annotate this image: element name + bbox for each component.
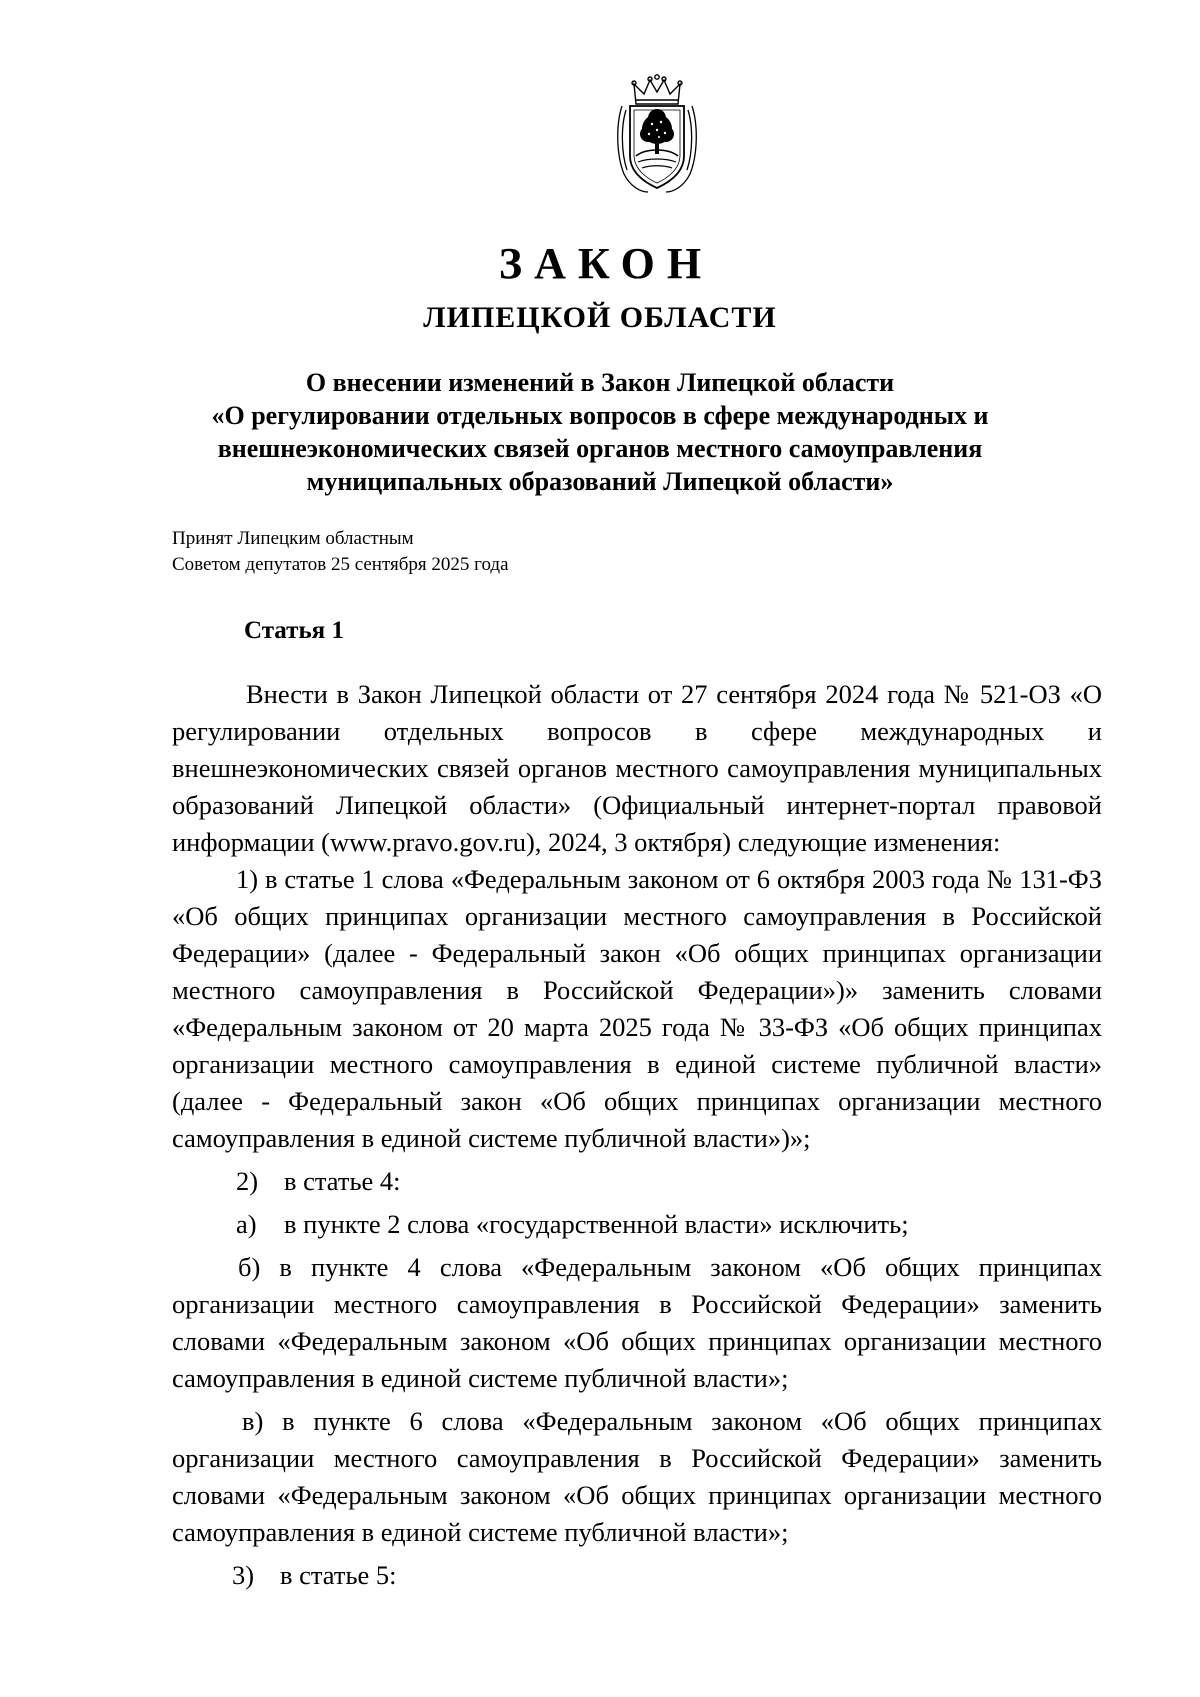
item-text: в статье 5: bbox=[280, 1560, 397, 1590]
subject-line: муниципальных образований Липецкой области» bbox=[306, 467, 894, 496]
law-subject bbox=[200, 366, 1000, 498]
amendment-item-3 bbox=[172, 1557, 1102, 1594]
subject-line: О внесении изменений в Закон Липецкой области bbox=[305, 368, 895, 397]
item-text: в пункте 2 слова «государственной власти» исключить; bbox=[284, 1209, 909, 1239]
subject-line: «О регулировании отдельных вопросов в сфере международных и bbox=[211, 401, 989, 430]
subject-line: внешнеэкономических связей органов местного самоуправления bbox=[217, 434, 983, 463]
amendment-item-2 bbox=[172, 1163, 1102, 1200]
item-text: в статье 4: bbox=[284, 1166, 401, 1196]
law-title: ЗАКОН bbox=[498, 239, 714, 288]
adoption-note bbox=[172, 526, 509, 578]
item-number: 2) bbox=[236, 1166, 259, 1196]
amendment-item-2c: в) в пункте 6 слова «Федеральным законом «Об общих принципах организации местного самоуправления в Российской Федерации» заменить словами «Федеральным законом «Об общих принципах организации местного самоуправления в единой системе публичной власти»; bbox=[172, 1406, 1102, 1547]
adoption-line: Принят Липецким областным bbox=[172, 528, 414, 549]
adoption-line: Советом депутатов 25 сентября 2025 года bbox=[172, 554, 509, 575]
amendment-item-2b: б) в пункте 4 слова «Федеральным законом «Об общих принципах организации местного самоуправления в Российской Федерации» заменить словами «Федеральным законом «Об общих принципах организации местного самоуправления в единой системе публичной власти»; bbox=[172, 1252, 1102, 1393]
item-number: а) bbox=[236, 1209, 257, 1239]
coat-of-arms-icon bbox=[614, 74, 700, 196]
item-number: 3) bbox=[232, 1560, 255, 1590]
article-intro-paragraph: Внести в Закон Липецкой области от 27 сентября 2024 года № 521-ОЗ «О регулировании отдельных вопросов в сфере международных и внешнеэкономических связей органов местного самоуправления муниципальных образований Липецкой области» (Официальный интернет-портал правовой информации (www.pravo.gov.ru), 2024, 3 октября) следующие изменения: bbox=[172, 679, 1102, 857]
law-region: ЛИПЕЦКОЙ ОБЛАСТИ bbox=[423, 301, 777, 334]
article-heading: Статья 1 bbox=[244, 617, 344, 644]
amendment-item-2a bbox=[172, 1206, 1102, 1243]
article-body bbox=[172, 676, 1102, 1594]
amendment-item-1: 1) в статье 1 слова «Федеральным законом от 6 октября 2003 года № 131-ФЗ «Об общих принципах организации местного самоуправления в Российской Федерации» (далее - Федеральный закон «Об общих принципах организации местного самоуправления в Российской Федерации»)» заменить словами «Федеральным законом от 20 марта 2025 года № 33-ФЗ «Об общих принципах организации местного самоуправления в единой системе публичной власти» (далее - Федеральный закон «Об общих принципах организации местного самоуправления в единой системе публичной власти»)»; bbox=[172, 864, 1102, 1153]
